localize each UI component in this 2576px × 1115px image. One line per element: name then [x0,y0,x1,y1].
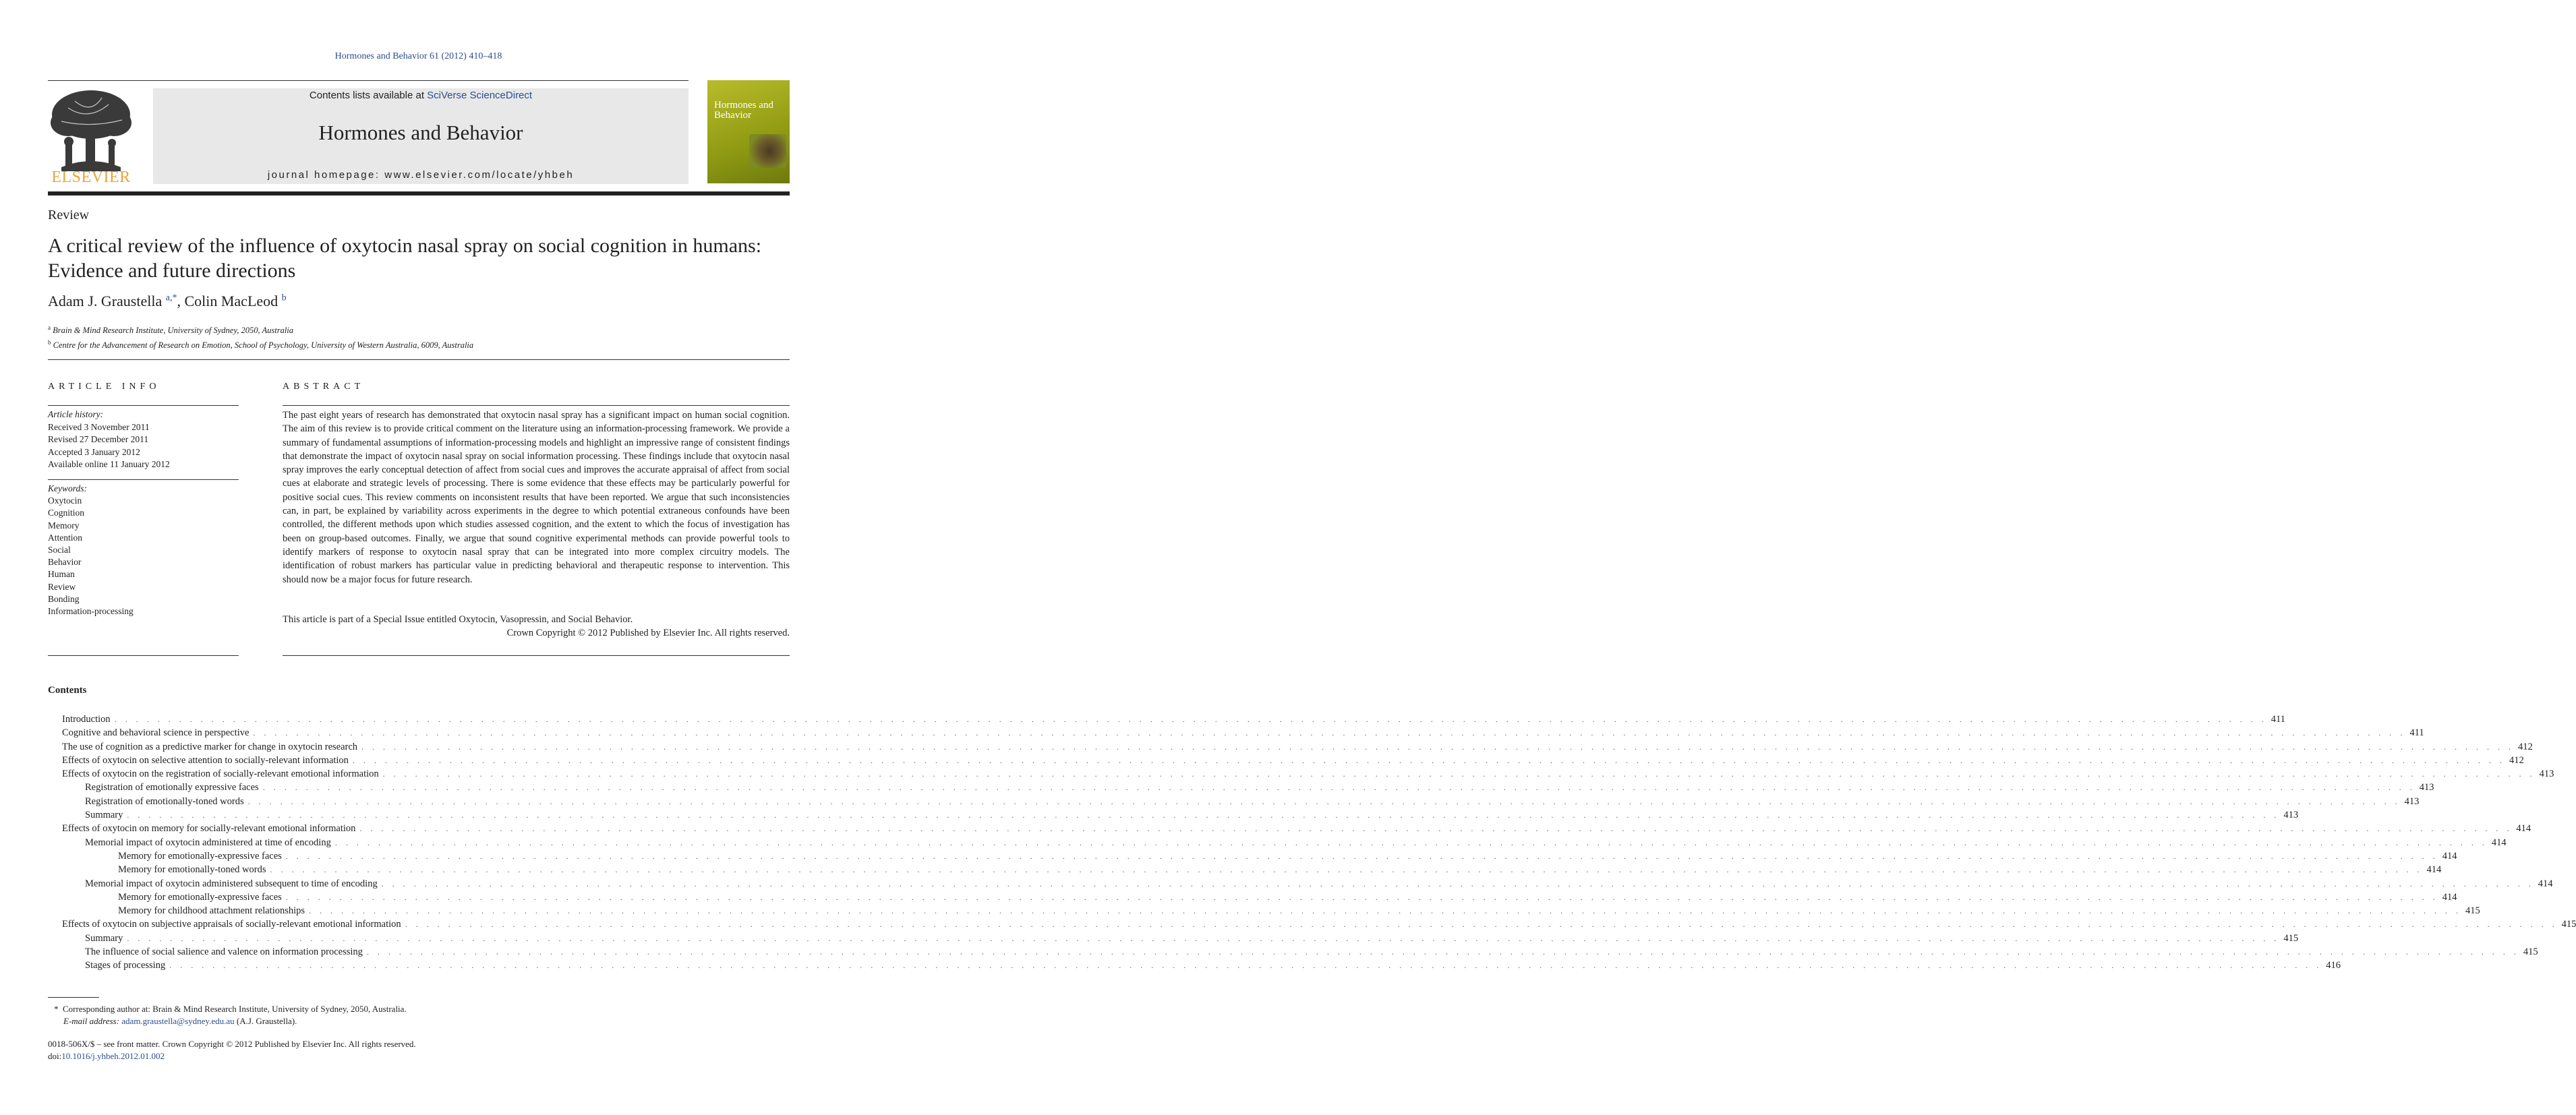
keyword: Review [48,581,76,592]
toc-entry[interactable] [62,837,2507,851]
toc-entry[interactable] [62,810,2299,823]
toc-entry[interactable] [62,850,2457,864]
author-affiliation-link[interactable]: a,* [165,293,177,303]
journal-banner [153,88,689,184]
history-label: Article history: [48,409,104,419]
toc-leader-dots: . . . . . . . . . . . . . . . . . . . . . . . . . . . . . . . . . . . . . . . . . . . . . . . . . . . . . . . . . . . . . . . . . . . . . . . . . . . . . . . . . . . . . . . . . . . . . . . . . . . . . . . . . . . . . . . . . . . . . . . . . . . . . . . . . . . . . . . . . . . . . . . . . . . . . . . . . . . . . . . . . . . . . . . . . . . . . . . . . . . . . . . . . . . . . . . . . . . . . . . . [169,961,2322,971]
toc-entry-page: 413 [2419,782,2434,793]
keyword: Social [48,545,71,555]
toc-entry-page: 411 [2271,714,2285,725]
title-rule [48,359,790,360]
toc-entry[interactable] [62,932,2299,946]
header-thick-rule [48,191,790,195]
abstract-heading: ABSTRACT [283,382,365,392]
toc-entry-title[interactable]: Introduction [62,714,111,725]
toc-entry-page: 414 [2442,891,2457,903]
keyword: Attention [48,532,82,543]
toc-leader-dots: . . . . . . . . . . . . . . . . . . . . . . . . . . . . . . . . . . . . . . . . . . . . . . . . . . . . . . . . . . . . . . . . . . . . . . . . . . . . . . . . . . . . . . . . . . . . . . . . . . . . . . . . . . . . . . . . . . . . . . . . . . . . . . . . . . . . . . . . . . . . . . . . . . . . . . . . . . . . . . . . . . . . . . . . . . . . . . . . . . . . . . . . . . . . . . . . . . . . . . . . [253,728,2406,738]
toc-entry-title[interactable]: Effects of oxytocin on subjective appraisals of socially-relevant emotional information [62,919,401,930]
history-accepted: Accepted 3 January 2012 [48,446,140,457]
toc-leader-dots: . . . . . . . . . . . . . . . . . . . . . . . . . . . . . . . . . . . . . . . . . . . . . . . . . . . . . . . . . . . . . . . . . . . . . . . . . . . . . . . . . . . . . . . . . . . . . . . . . . . . . . . . . . . . . . . . . . . . . . . . . . . . . . . . . . . . . . . . . . . . . . . . . . . . . . . . . . . . . . . . . . . . . . . . . . . . . . . . . . . . . . . . . . . . . . . . . . . . . . . . [285,851,2438,861]
toc-entry-page: 413 [2283,810,2299,821]
toc-leader-dots: . . . . . . . . . . . . . . . . . . . . . . . . . . . . . . . . . . . . . . . . . . . . . . . . . . . . . . . . . . . . . . . . . . . . . . . . . . . . . . . . . . . . . . . . . . . . . . . . . . . . . . . . . . . . . . . . . . . . . . . . . . . . . . . . . . . . . . . . . . . . . . . . . . . . . . . . . . . . . . . . . . . . . . . . . . . . . . . . . . . . . . . . . . . . . . . . . . . . . . . . [405,920,2558,930]
author-affiliation-link[interactable]: b [281,293,287,303]
keyword: Behavior [48,557,82,568]
author-name: Adam J. Graustella [48,293,166,309]
contents-heading: Contents [48,685,87,696]
elsevier-wordmark: ELSEVIER [51,169,131,186]
toc-entry[interactable] [62,864,2442,878]
toc-leader-dots: . . . . . . . . . . . . . . . . . . . . . . . . . . . . . . . . . . . . . . . . . . . . . . . . . . . . . . . . . . . . . . . . . . . . . . . . . . . . . . . . . . . . . . . . . . . . . . . . . . . . . . . . . . . . . . . . . . . . . . . . . . . . . . . . . . . . . . . . . . . . . . . . . . . . . . . . . . . . . . . . . . . . . . . . . . . . . . . . . . . . . . . . . . . . . . . . . . . . . . . . [114,715,2267,724]
toc-leader-dots: . . . . . . . . . . . . . . . . . . . . . . . . . . . . . . . . . . . . . . . . . . . . . . . . . . . . . . . . . . . . . . . . . . . . . . . . . . . . . . . . . . . . . . . . . . . . . . . . . . . . . . . . . . . . . . . . . . . . . . . . . . . . . . . . . . . . . . . . . . . . . . . . . . . . . . . . . . . . . . . . . . . . . . . . . . . . . . . . . . . . . . . . . . . . . . . . . . . . . . . . [359,824,2513,834]
history-revised: Revised 27 December 2011 [48,434,149,444]
toc-entry[interactable] [62,891,2457,905]
toc-entry[interactable] [62,823,2531,837]
toc-entry-title[interactable]: Stages of processing [85,960,166,971]
toc-entry[interactable] [62,782,2434,795]
footnote-text: Corresponding author at: Brain & Mind Research Institute, University of Sydney, 2050, Australia. [63,1004,407,1014]
toc-entry-title[interactable]: Memory for emotionally-expressive faces [118,850,282,862]
doi-link[interactable]: 10.1016/j.yhbeh.2012.01.002 [61,1051,165,1061]
article-info-rule [48,655,239,656]
doi-prefix: doi: [48,1051,62,1061]
toc-leader-dots: . . . . . . . . . . . . . . . . . . . . . . . . . . . . . . . . . . . . . . . . . . . . . . . . . . . . . . . . . . . . . . . . . . . . . . . . . . . . . . . . . . . . . . . . . . . . . . . . . . . . . . . . . . . . . . . . . . . . . . . . . . . . . . . . . . . . . . . . . . . . . . . . . . . . . . . . . . . . . . . . . . . . . . . . . . . . . . . . . . . . . . . . . . . . . . . . . . . . . . . . [262,783,2416,793]
journal-citation[interactable]: Hormones and Behavior 61 (2012) 410–418 [334,51,502,61]
toc-entry-page: 413 [2539,769,2554,780]
toc-entry-page: 412 [2509,754,2524,766]
toc-leader-dots: . . . . . . . . . . . . . . . . . . . . . . . . . . . . . . . . . . . . . . . . . . . . . . . . . . . . . . . . . . . . . . . . . . . . . . . . . . . . . . . . . . . . . . . . . . . . . . . . . . . . . . . . . . . . . . . . . . . . . . . . . . . . . . . . . . . . . . . . . . . . . . . . . . . . . . . . . . . . . . . . . . . . . . . . . . . . . . . . . . . . . . . . . . . . . . . . . . . . . . . . [381,878,2534,888]
toc-entry-title[interactable]: Memorial impact of oxytocin administered subsequent to time of encoding [85,878,378,889]
affiliations [48,322,473,351]
front-matter [48,1038,416,1062]
toc-entry-page: 415 [2561,919,2576,930]
keyword: Cognition [48,508,85,518]
keyword: Memory [48,520,80,531]
issn-line: 0018-506X/$ – see front matter. Crown Copyright © 2012 Published by Elsevier Inc. All rights reserved. [48,1039,416,1049]
author-name: , Colin MacLeod [177,293,282,309]
toc-entry[interactable] [62,769,2554,782]
email-suffix: (A.J. Graustella). [234,1016,297,1026]
abstract-copyright: Crown Copyright © 2012 Published by Elsevier Inc. All rights reserved. [506,628,790,638]
toc-entry[interactable] [62,727,2424,741]
cover-photo [749,134,786,168]
abstract-rule [283,405,790,406]
affiliation-a: $^a$ Brain & Mind Research Institute, University of Sydney, 2050, Australia [48,324,294,336]
keywords-label: Keywords: [48,483,87,493]
keyword: Bonding [48,593,80,604]
article-type: Review [48,208,90,222]
toc-leader-dots: . . . . . . . . . . . . . . . . . . . . . . . . . . . . . . . . . . . . . . . . . . . . . . . . . . . . . . . . . . . . . . . . . . . . . . . . . . . . . . . . . . . . . . . . . . . . . . . . . . . . . . . . . . . . . . . . . . . . . . . . . . . . . . . . . . . . . . . . . . . . . . . . . . . . . . . . . . . . . . . . . . . . . . . . . . . . . . . . . . . . . . . . . . . . . . . . . . . . . . . . [127,933,2280,943]
journal-cover-image[interactable] [707,80,790,183]
toc-entry[interactable] [62,754,2524,769]
affiliation-b: $^b$ Centre for the Advancement of Research on Emotion, School of Psychology, University of Western Australia, 6009, Australia [48,339,474,351]
toc-entry-title[interactable]: Effects of oxytocin on selective attention to socially-relevant information [62,754,349,766]
toc-leader-dots: . . . . . . . . . . . . . . . . . . . . . . . . . . . . . . . . . . . . . . . . . . . . . . . . . . . . . . . . . . . . . . . . . . . . . . . . . . . . . . . . . . . . . . . . . . . . . . . . . . . . . . . . . . . . . . . . . . . . . . . . . . . . . . . . . . . . . . . . . . . . . . . . . . . . . . . . . . . . . . . . . . . . . . . . . . . . . . . . . . . . . . . . . . . . . . . . . . . . . . . . [127,810,2280,820]
corresponding-author-footnote [54,1003,407,1027]
toc-entry-title[interactable]: Effects of oxytocin on the registration of socially-relevant emotional information [62,769,379,780]
toc-leader-dots: . . . . . . . . . . . . . . . . . . . . . . . . . . . . . . . . . . . . . . . . . . . . . . . . . . . . . . . . . . . . . . . . . . . . . . . . . . . . . . . . . . . . . . . . . . . . . . . . . . . . . . . . . . . . . . . . . . . . . . . . . . . . . . . . . . . . . . . . . . . . . . . . . . . . . . . . . . . . . . . . . . . . . . . . . . . . . . . . . . . . . . . . . . . . . . . . . . . . . . . . [366,947,2519,957]
toc-leader-dots: . . . . . . . . . . . . . . . . . . . . . . . . . . . . . . . . . . . . . . . . . . . . . . . . . . . . . . . . . . . . . . . . . . . . . . . . . . . . . . . . . . . . . . . . . . . . . . . . . . . . . . . . . . . . . . . . . . . . . . . . . . . . . . . . . . . . . . . . . . . . . . . . . . . . . . . . . . . . . . . . . . . . . . . . . . . . . . . . . . . . . . . . . . . . . . . . . . . . . . . . [382,769,2536,779]
toc-entry-title[interactable]: Effects of oxytocin on memory for socially-relevant emotional information [62,823,356,835]
email-label: E-mail address: [63,1016,122,1026]
keywords-block [48,483,134,617]
sciencedirect-link[interactable]: SciVerse ScienceDirect [427,90,533,101]
toc-entry[interactable] [62,795,2420,810]
toc-entry-page: 413 [2404,795,2420,807]
toc-entry[interactable] [62,905,2480,919]
toc-leader-dots: . . . . . . . . . . . . . . . . . . . . . . . . . . . . . . . . . . . . . . . . . . . . . . . . . . . . . . . . . . . . . . . . . . . . . . . . . . . . . . . . . . . . . . . . . . . . . . . . . . . . . . . . . . . . . . . . . . . . . . . . . . . . . . . . . . . . . . . . . . . . . . . . . . . . . . . . . . . . . . . . . . . . . . . . . . . . . . . . . . . . . . . . . . . . . . . . . . . . . . . . [285,892,2438,902]
toc-entry[interactable] [62,741,2533,755]
toc-entry-page: 414 [2442,850,2457,862]
header-rule [48,80,689,81]
cover-title: Hormones and Behavior [714,100,773,121]
toc-entry[interactable] [62,960,2341,973]
toc-entry-page: 414 [2538,878,2553,889]
table-of-contents [62,714,2576,974]
article-history [48,409,170,471]
toc-entry-page: 415 [2465,905,2480,917]
toc-entry-title[interactable]: Registration of emotionally-toned words [85,795,244,807]
history-online: Available online 11 January 2012 [48,459,170,469]
email-link[interactable]: adam.graustella@sydney.edu.au [121,1016,235,1026]
toc-entry-title[interactable]: The use of cognition as a predictive marker for change in oxytocin research [62,741,358,752]
abstract-text: The past eight years of research has demonstrated that oxytocin nasal spray has a significant impact on human social cognition. The aim of this review is to provide critical comment on the literature using an information-processing framework. We provide a summary of fundamental assumptions of information-processing models and highlight an impressive range of consistent findings that demonstrate the impact of oxytocin nasal spray on social information processing. These findings include that oxytocin nasal spray improves the early conceptual detection of affect from social cues and improves the accurate appraisal of affect from social cues at elaborate and strategic levels of processing. There is some evidence that these effects may be particularly powerful for positive social cues. This review comments on inconsistent results that have been reported. We argue that such inconsistencies can, in part, be explained by variability across experiments in the degree to which potential extraneous confounds have been controlled, the different methods upon which studies assessed cognition, and the extent to which the focus of investigation has been on group-based outcomes. Finally, we argue that sound cognitive experimental methods can provide powerful tools to identify markers of response to oxytocin nasal spray that can be integrated into more complex circuitry models. The identification of robust markers has particular value in predicting behavioral and therapeutic response to intervention. This should now be a major focus for future research. [283,410,790,585]
toc-entry-page: 415 [2283,932,2299,944]
toc-entry-title[interactable]: Summary [85,932,123,944]
toc-entry-page: 414 [2516,823,2531,835]
toc-leader-dots: . . . . . . . . . . . . . . . . . . . . . . . . . . . . . . . . . . . . . . . . . . . . . . . . . . . . . . . . . . . . . . . . . . . . . . . . . . . . . . . . . . . . . . . . . . . . . . . . . . . . . . . . . . . . . . . . . . . . . . . . . . . . . . . . . . . . . . . . . . . . . . . . . . . . . . . . . . . . . . . . . . . . . . . . . . . . . . . . . . . . . . . . . . . . . . . . . . . . . . . . [247,796,2401,806]
toc-entry-title[interactable]: Summary [85,810,123,821]
toc-entry-title[interactable]: Registration of emotionally expressive faces [85,782,259,793]
toc-entry-title[interactable]: Memorial impact of oxytocin administered at time of encoding [85,837,331,848]
toc-entry-title[interactable]: Memory for emotionally-expressive faces [118,891,282,903]
toc-entry[interactable] [62,946,2538,960]
toc-entry-title[interactable]: Memory for emotionally-toned words [118,864,266,876]
toc-entry-page: 414 [2426,864,2442,876]
journal-homepage[interactable]: journal homepage: www.elsevier.com/locate/yhbeh [267,169,575,181]
toc-entry-page: 411 [2409,727,2424,739]
contents-available-line [153,90,689,101]
contents-available-prefix: Contents lists available at [309,90,428,101]
article-info-rule [48,479,239,480]
history-received: Received 3 November 2011 [48,421,150,432]
toc-leader-dots: . . . . . . . . . . . . . . . . . . . . . . . . . . . . . . . . . . . . . . . . . . . . . . . . . . . . . . . . . . . . . . . . . . . . . . . . . . . . . . . . . . . . . . . . . . . . . . . . . . . . . . . . . . . . . . . . . . . . . . . . . . . . . . . . . . . . . . . . . . . . . . . . . . . . . . . . . . . . . . . . . . . . . . . . . . . . . . . . . . . . . . . . . . . . . . . . . . . . . . . . [309,906,2462,916]
toc-entry[interactable] [62,878,2553,892]
toc-leader-dots: . . . . . . . . . . . . . . . . . . . . . . . . . . . . . . . . . . . . . . . . . . . . . . . . . . . . . . . . . . . . . . . . . . . . . . . . . . . . . . . . . . . . . . . . . . . . . . . . . . . . . . . . . . . . . . . . . . . . . . . . . . . . . . . . . . . . . . . . . . . . . . . . . . . . . . . . . . . . . . . . . . . . . . . . . . . . . . . . . . . . . . . . . . . . . . . . . . . . . . . . [361,742,2515,752]
article-info-heading: ARTICLE INFO [48,382,160,392]
toc-entry-page: 412 [2518,741,2533,752]
toc-entry-title[interactable]: The influence of social salience and valence on information processing [85,946,363,958]
footnote-mark: * [54,1004,59,1014]
author-list [48,293,287,310]
abstract-rule [283,655,790,656]
article-info-rule [48,405,239,406]
journal-name: Hormones and Behavior [318,121,523,144]
keyword: Human [48,569,75,580]
special-issue-note: This article is part of a Special Issue entitled Oxytocin, Vasopressin, and Social Behavior. [283,614,633,625]
toc-entry-page: 415 [2523,946,2538,958]
toc-entry-title[interactable]: Cognitive and behavioral science in perspective [62,727,250,739]
article-title: A critical review of the influence of oxytocin nasal spray on social cognition in humans: Evidence and future directions [48,235,762,282]
toc-entry-page: 414 [2491,837,2507,848]
toc-leader-dots: . . . . . . . . . . . . . . . . . . . . . . . . . . . . . . . . . . . . . . . . . . . . . . . . . . . . . . . . . . . . . . . . . . . . . . . . . . . . . . . . . . . . . . . . . . . . . . . . . . . . . . . . . . . . . . . . . . . . . . . . . . . . . . . . . . . . . . . . . . . . . . . . . . . . . . . . . . . . . . . . . . . . . . . . . . . . . . . . . . . . . . . . . . . . . . . . . . . . . . . . [352,755,2505,765]
toc-entry[interactable] [62,919,2576,932]
toc-leader-dots: . . . . . . . . . . . . . . . . . . . . . . . . . . . . . . . . . . . . . . . . . . . . . . . . . . . . . . . . . . . . . . . . . . . . . . . . . . . . . . . . . . . . . . . . . . . . . . . . . . . . . . . . . . . . . . . . . . . . . . . . . . . . . . . . . . . . . . . . . . . . . . . . . . . . . . . . . . . . . . . . . . . . . . . . . . . . . . . . . . . . . . . . . . . . . . . . . . . . . . . . [334,837,2488,847]
toc-entry-page: 416 [2326,960,2341,971]
keyword: Oxytocin [48,495,82,506]
toc-entry-title[interactable]: Memory for childhood attachment relationships [118,905,305,917]
keyword: Information-processing [48,606,134,617]
footnote-rule [48,997,99,998]
toc-entry[interactable] [62,714,2285,727]
toc-leader-dots: . . . . . . . . . . . . . . . . . . . . . . . . . . . . . . . . . . . . . . . . . . . . . . . . . . . . . . . . . . . . . . . . . . . . . . . . . . . . . . . . . . . . . . . . . . . . . . . . . . . . . . . . . . . . . . . . . . . . . . . . . . . . . . . . . . . . . . . . . . . . . . . . . . . . . . . . . . . . . . . . . . . . . . . . . . . . . . . . . . . . . . . . . . . . . . . . . . . . . . . . [270,865,2423,875]
